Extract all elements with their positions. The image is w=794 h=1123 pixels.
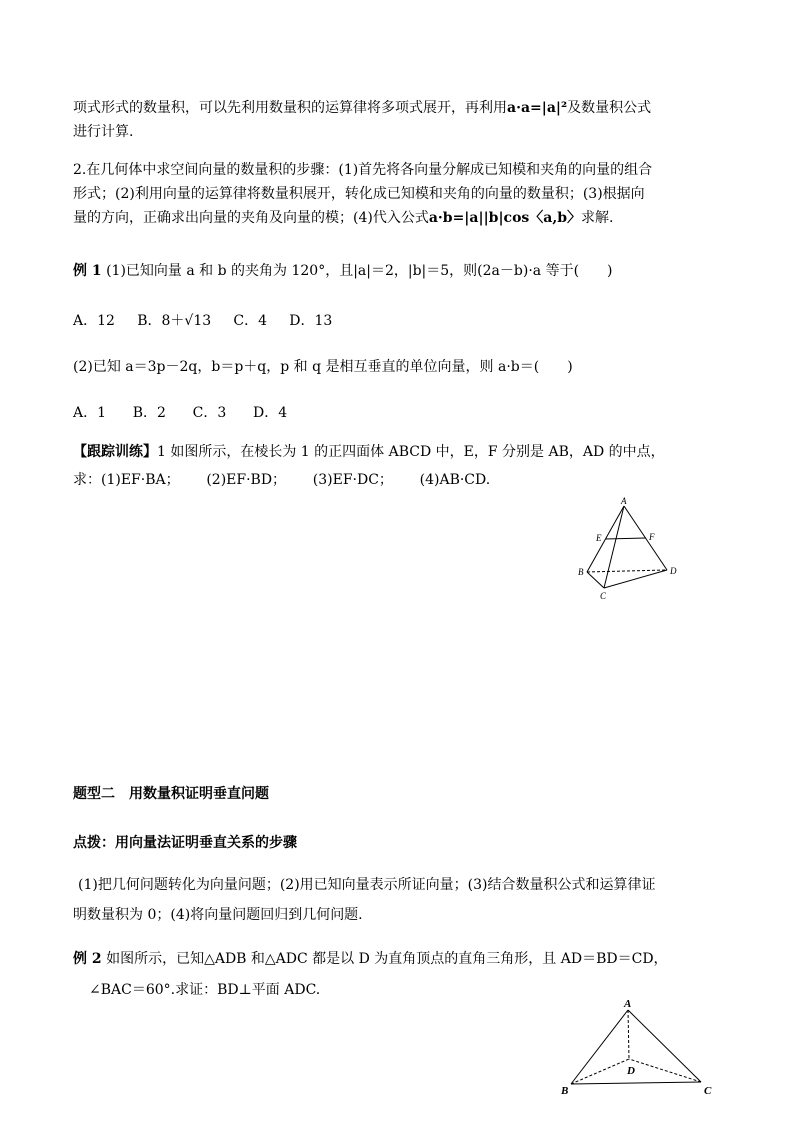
intro-line-2: 进行计算.	[73, 124, 134, 140]
example-1-part-1: 例 1 (1)已知向量 a 和 b 的夹角为 120°，且|a|＝2，|b|＝5，则(2a－b)·a 等于( )	[73, 263, 613, 279]
edge-bd	[571, 1059, 629, 1084]
practice-section	[73, 440, 733, 492]
label-c: C	[600, 591, 607, 601]
formula-a-dot-a: a·a=|a|²	[507, 100, 568, 116]
example-1-label: 例 1	[73, 263, 102, 279]
steps-line-3: 量的方向，正确求出向量的夹角及向量的模；(4)代入公式a·b=|a||b|cos〈a,b〉求解.	[73, 210, 614, 226]
option: A．12	[73, 313, 115, 329]
tip-title: 点拨：用向量法证明垂直关系的步骤	[73, 835, 297, 851]
practice-line-2: 求：(1)EF·BA； (2)EF·BD； (3)EF·DC； (4)AB·CD.	[73, 472, 491, 488]
section-2-title: 题型二 用数量积证明垂直问题	[73, 786, 269, 802]
edge-ab	[571, 1010, 628, 1084]
label-e: E	[596, 533, 602, 543]
label-d: D	[670, 566, 677, 576]
tetrahedron-figure	[572, 496, 687, 608]
label-b: B	[561, 1085, 569, 1097]
steps-line-1: 2.在几何体中求空间向量的数量积的步骤：(1)首先将各向量分解成已知模和夹角的向量的组合	[73, 162, 653, 178]
edge-bc	[587, 572, 604, 588]
practice-item-1: (1)EF·BA；	[101, 472, 180, 488]
tip-paragraph: (1)把几何问题转化为向量问题；(2)用已知向量表示所证向量；(3)结合数量积公式和运算律证 明数量积为 0；(4)将向量问题回归到几何问题.	[73, 877, 656, 923]
option: D．13	[289, 313, 333, 329]
example-2-label: 例 2	[73, 951, 102, 967]
edge-bc	[571, 1082, 701, 1084]
intro-paragraph	[73, 96, 733, 144]
option: D．4	[252, 405, 288, 421]
steps-paragraph	[73, 158, 733, 230]
example-1-options-1	[73, 309, 733, 333]
steps-line-2: 形式；(2)利用向量的运算律将数量积展开，转化成已知模和夹角的向量的数量积；(3)根据向	[73, 186, 645, 202]
label-c: C	[704, 1085, 712, 1097]
option: B．2	[132, 405, 166, 421]
option: C．3	[192, 405, 227, 421]
edge-cd	[629, 1059, 701, 1082]
edge-ef	[605, 538, 646, 539]
example-1-part-2: (2)已知 a＝3p－2q，b＝p＋q，p 和 q 是相互垂直的单位向量，则 a·b＝( )	[73, 359, 573, 375]
edge-cd	[604, 570, 667, 588]
option: A．1	[73, 405, 107, 421]
practice-item-4: (4)AB·CD.	[419, 472, 491, 488]
label-a: A	[624, 998, 632, 1010]
example-1-options-2	[73, 401, 733, 425]
label-a: A	[621, 496, 627, 506]
edge-bd	[587, 570, 667, 572]
option: B．8＋√13	[137, 313, 212, 329]
intro-line-1: 项式形式的数量积，可以先利用数量积的运算律将多项式展开，再利用a·a=|a|²及数量积公式	[73, 100, 652, 116]
example-2-line-2: ∠BAC＝60°.求证：BD⊥平面 ADC.	[89, 982, 321, 998]
example-2-line-1: 例 2 如图所示，已知△ADB 和△ADC 都是以 D 为直角顶点的直角三角形，且 AD＝BD＝CD，	[73, 951, 668, 967]
example-2	[73, 947, 753, 1002]
triangle-figure	[556, 996, 720, 1100]
practice-label: 【跟踪训练】	[73, 444, 157, 460]
edge-ac	[604, 506, 624, 588]
practice-line-1: 【跟踪训练】1 如图所示，在棱长为 1 的正四面体 ABCD 中，E，F 分别是 AB，AD 的中点，	[73, 444, 665, 460]
label-f: F	[649, 532, 655, 542]
practice-item-3: (3)EF·DC；	[312, 472, 393, 488]
label-b: B	[578, 567, 584, 577]
option: C．4	[233, 313, 268, 329]
example-1	[73, 259, 733, 283]
formula-dot-product: a·b=|a||b|cos〈a,b〉	[428, 210, 582, 226]
practice-item-2: (2)EF·BD；	[206, 472, 287, 488]
edge-ad	[628, 1010, 629, 1059]
label-d: D	[627, 1065, 635, 1077]
edge-ac	[628, 1010, 701, 1082]
